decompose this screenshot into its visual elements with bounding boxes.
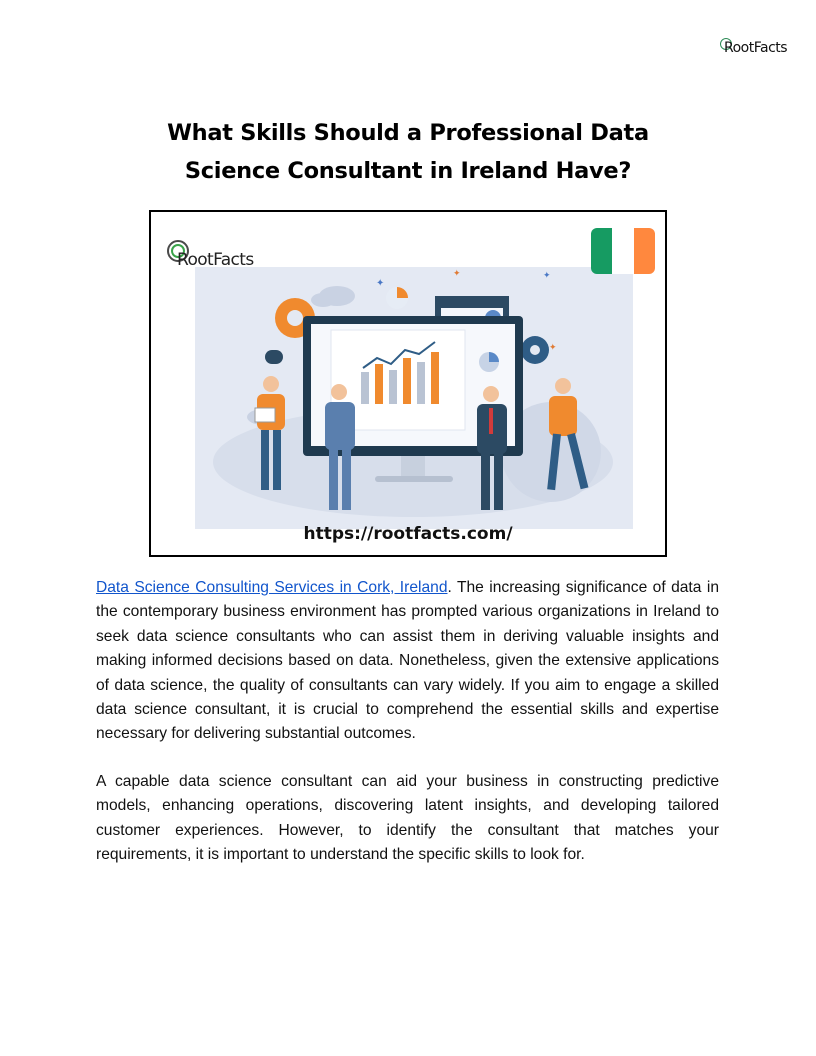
- svg-text:✦: ✦: [549, 343, 557, 353]
- flag-stripe-orange: [634, 228, 655, 274]
- intro-paragraph: [96, 576, 719, 747]
- image-logo-text: RootFacts: [177, 250, 254, 270]
- svg-text:✦: ✦: [376, 278, 385, 289]
- image-url-caption: https://rootfacts.com/: [303, 524, 513, 544]
- second-paragraph: A capable data science consultant can aid your business in constructing predictive models, enhancing operations, discovering latent insights, and developing tailored customer experiences. However, to identify the consultant that matches your requirements, it is important to understand the specific skills to look for.: [96, 773, 719, 864]
- header-logo: [718, 36, 790, 60]
- intro-paragraph-text: . The increasing significance of data in the contemporary business environment has prompted various organizations in Ireland to seek data science consultants who can assist them in deriving valuable insights and making informed decisions based on data. Nonetheless, given the extensive applications of data science, the quality of consultants can vary widely. If you aim to engage a skilled data science consultant, it is crucial to comprehend the essential skills and expertise necessary for delivering substantial outcomes.: [96, 579, 719, 743]
- svg-text:✦: ✦: [453, 269, 461, 279]
- svg-text:✦: ✦: [543, 271, 551, 281]
- ireland-flag-icon: [591, 228, 655, 274]
- header-logo-text: RootFacts: [724, 40, 788, 56]
- flag-stripe-white: [612, 228, 633, 274]
- flag-stripe-green: [591, 228, 612, 274]
- cork-consulting-link[interactable]: Data Science Consulting Services in Cork, Ireland: [96, 579, 448, 596]
- document-title: What Skills Should a Professional Data Science Consultant in Ireland Have?: [167, 120, 649, 184]
- featured-image: [149, 210, 667, 557]
